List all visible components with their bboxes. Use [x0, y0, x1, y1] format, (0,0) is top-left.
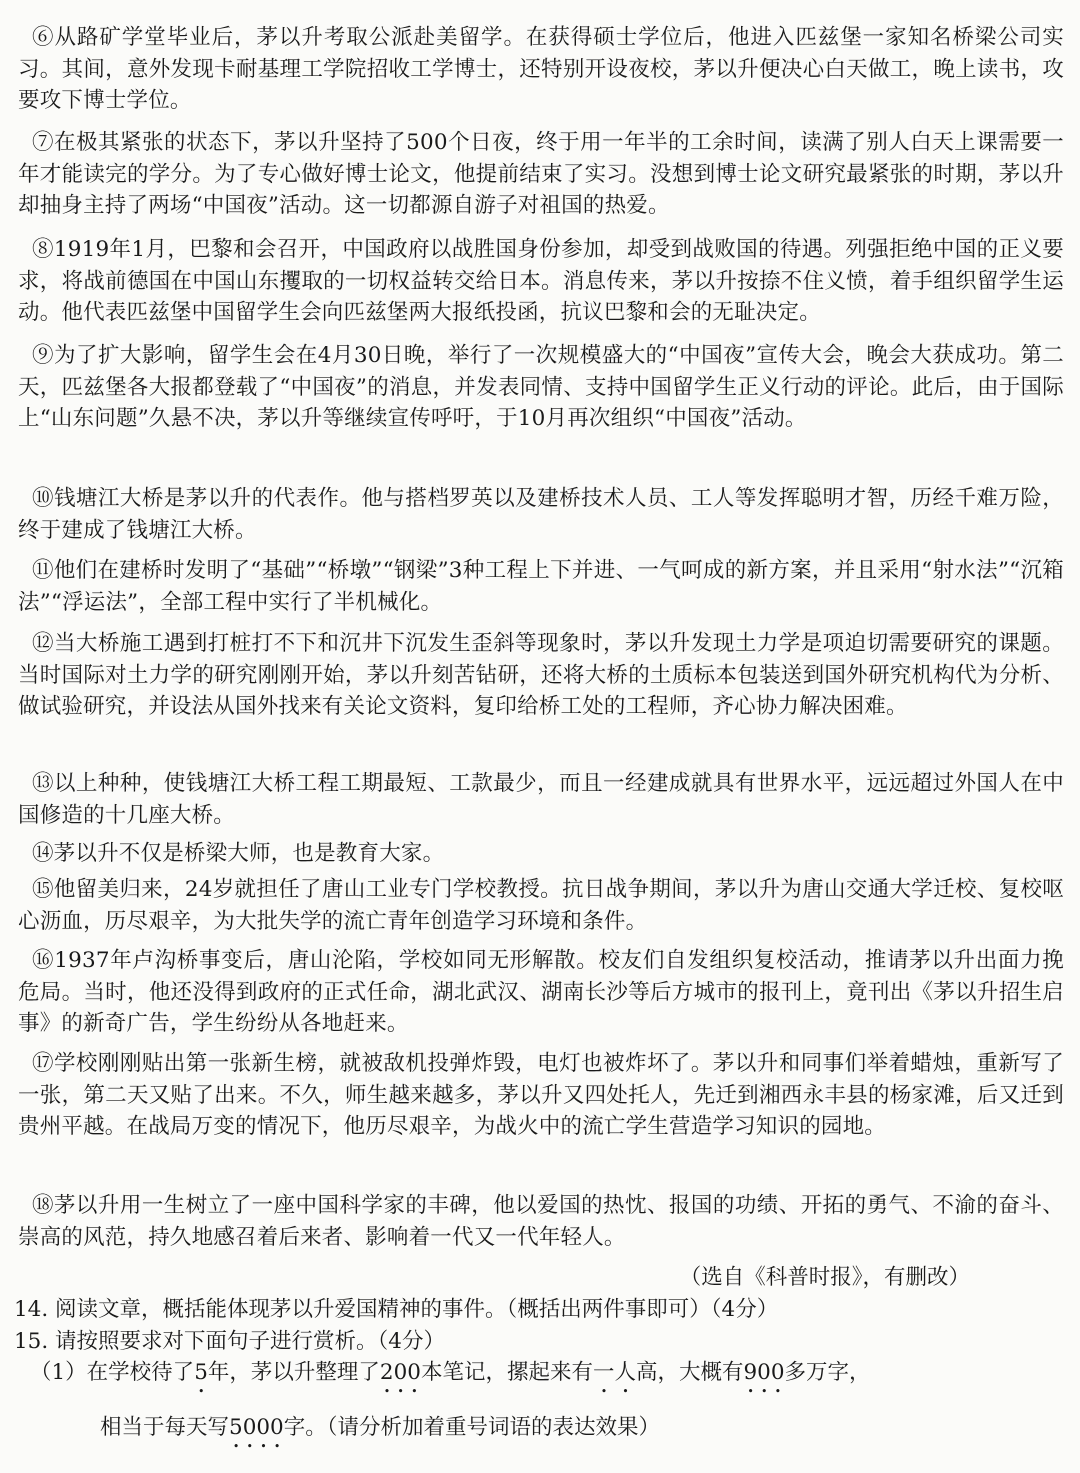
paragraph-6: ⑥从路矿学堂毕业后，茅以升考取公派赴美留学。在获得硕士学位后，他进入匹兹堡一家知名桥梁公司实习。其间，意外发现卡耐基理工学院招收工学博士，还特别开设夜校，茅以升便决心白天做工，晚上读书，攻要攻下博士学位。 — [18, 25, 1064, 113]
question-15: 15. 请按照要求对下面句子进行赏析。（4分） — [14, 1329, 445, 1354]
question-15-1-line2 — [100, 1412, 1060, 1453]
paragraph-16: ⑯1937年卢沟桥事变后，唐山沦陷，学校如同无形解散。校友们自发组织复校活动，推请茅以升出面力挽危局。当时，他还没得到政府的正式任命，湖北武汉、湖南长沙等后方城市的报刊上，竟刊出《茅以升招生启事》的新奇广告，学生纷纷从各地赶来。 — [18, 948, 1064, 1036]
paragraph-10: ⑩钱塘江大桥是茅以升的代表作。他与搭档罗英以及建桥技术人员、工人等发挥聪明才智，历经千难万险，终于建成了钱塘江大桥。 — [18, 486, 1064, 543]
q15-1-text-i: 多万字， — [784, 1360, 871, 1385]
emphasis-5: 5 — [194, 1360, 208, 1385]
paragraph-15: ⑮他留美归来，24岁就担任了唐山工业专门学校教授。抗日战争期间，茅以升为唐山交通大学迁校、复校呕心沥血，历尽艰辛，为大批失学的流亡青年创造学习环境和条件。 — [18, 877, 1064, 934]
q15-1-line2-text-c: 字。（请分析加着重号词语的表达效果） — [283, 1415, 660, 1440]
paragraph-9: ⑨为了扩大影响，留学生会在4月30日晚，举行了一次规模盛大的“中国夜”宣传大会，晚会大获成功。第二天，匹兹堡各大报都登载了“中国夜”的消息，并发表同情、支持中国留学生正义行动的评论。此后，由于国际上“山东问题”久悬不决，茅以升等继续宣传呼吁，于10月再次组织“中国夜”活动。 — [18, 343, 1064, 431]
paragraph-8: ⑧1919年1月，巴黎和会召开，中国政府以战胜国身份参加，却受到战败国的待遇。列强拒绝中国的正义要求，将战前德国在中国山东攫取的一切权益转交给日本。消息传来，茅以升按捺不住义愤，着手组织留学生运动。他代表匹兹堡中国留学生会向匹兹堡两大报纸投函，抗议巴黎和会的无耻决定。 — [18, 237, 1064, 325]
source-citation: （选自《科普时报》，有删改） — [679, 1265, 970, 1290]
paragraph-18: ⑱茅以升用一生树立了一座中国科学家的丰碑，他以爱国的热忱、报国的功绩、开拓的勇气、不渝的奋斗、崇高的风范，持久地感召着后来者、影响着一代又一代年轻人。 — [18, 1193, 1064, 1250]
emphasis-900: 900 — [743, 1360, 785, 1385]
q15-1-text-g: 高，大概有 — [635, 1360, 744, 1385]
emphasis-200: 200 — [379, 1360, 421, 1385]
emphasis-5000: 5000 — [229, 1415, 284, 1440]
q15-1-text-c: 年，茅以升整理了 — [207, 1360, 380, 1385]
q15-1-text-a: （1）在学校待了 — [30, 1360, 195, 1385]
paragraph-14: ⑭茅以升不仅是桥梁大师，也是教育大家。 — [32, 841, 445, 866]
emphasis-one-person: 一人 — [592, 1360, 636, 1385]
paragraph-7: ⑦在极其紧张的状态下，茅以升坚持了500个日夜，终于用一年半的工余时间，读满了别人白天上课需要一年才能读完的学分。为了专心做好博士论文，他提前结束了实习。没想到博士论文研究最紧张的时期，茅以升却抽身主持了两场“中国夜”活动。这一切都源自游子对祖国的热爱。 — [18, 130, 1064, 218]
q15-1-line2-text-a: 相当于每天写 — [100, 1415, 230, 1440]
question-14: 14. 阅读文章，概括能体现茅以升爱国精神的事件。（概括出两件事即可）（4分） — [14, 1297, 779, 1322]
q15-1-text-e: 本笔记，摞起来有 — [420, 1360, 593, 1385]
question-15-1-line1 — [30, 1348, 1060, 1398]
paragraph-12: ⑫当大桥施工遇到打桩打不下和沉井下沉发生歪斜等现象时，茅以升发现土力学是项迫切需要研究的课题。当时国际对土力学的研究刚刚开始，茅以升刻苦钻研，还将大桥的土质标本包装送到国外研究机构代为分析、做试验研究，并设法从国外找来有关论文资料，复印给桥工处的工程师，齐心协力解决困难。 — [18, 631, 1064, 719]
paragraph-17: ⑰学校刚刚贴出第一张新生榜，就被敌机投弹炸毁，电灯也被炸坏了。茅以升和同事们举着蜡烛，重新写了一张，第二天又贴了出来。不久，师生越来越多，茅以升又四处托人，先迁到湘西永丰县的杨家滩，后又迁到贵州平越。在战局万变的情况下，他历尽艰辛，为战火中的流亡学生营造学习知识的园地。 — [18, 1051, 1064, 1139]
paragraph-13: ⑬以上种种，使钱塘江大桥工程工期最短、工款最少，而且一经建成就具有世界水平，远远超过外国人在中国修造的十几座大桥。 — [18, 771, 1064, 828]
paragraph-11: ⑪他们在建桥时发明了“基础”“桥墩”“钢梁”3种工程上下并进、一气呵成的新方案，并且采用“射水法”“沉箱法”“浮运法”，全部工程中实行了半机械化。 — [18, 558, 1064, 615]
